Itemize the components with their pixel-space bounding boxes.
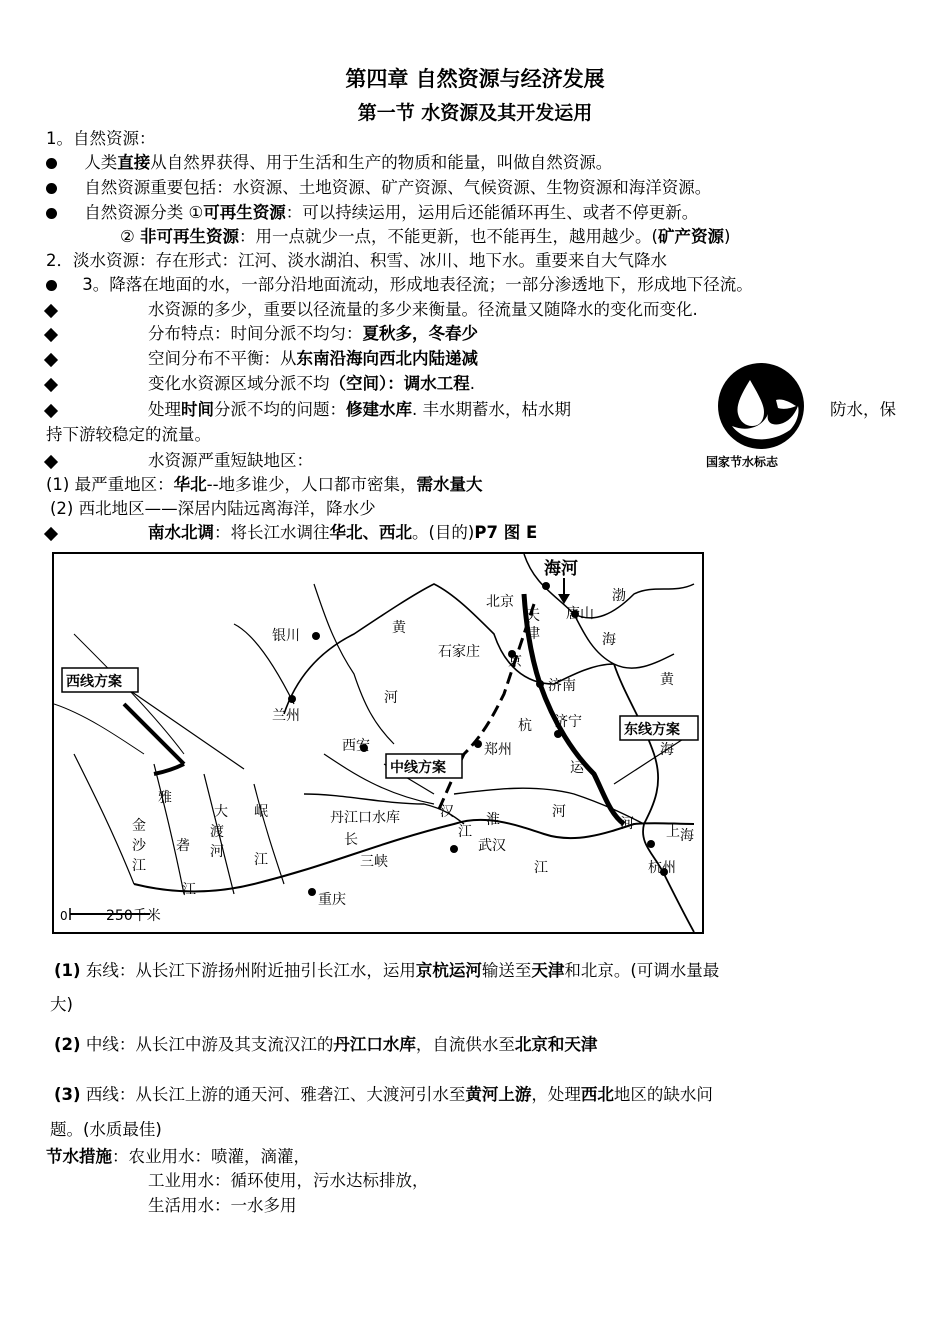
text-bold: 非可再生资源 bbox=[140, 227, 240, 246]
diamond-item-7 bbox=[46, 522, 538, 544]
map-label-long: 砻 bbox=[176, 838, 190, 854]
bullet-3-cont bbox=[120, 226, 730, 248]
text-bold: 可再生资源 bbox=[203, 203, 286, 222]
diamond-icon bbox=[44, 454, 58, 468]
text: 3。降落在地面的水，一部分沿地面流动，形成地表径流；一部分渗透地下，形成地下径流。 bbox=[82, 275, 753, 294]
water-saving-2: 工业用水：循环使用，污水达标排放， bbox=[148, 1171, 429, 1190]
map-label-he4: 河 bbox=[210, 844, 224, 860]
text: 自然资源重要包括：水资源、土地资源、矿产资源、气候资源、生物资源和海洋资源。 bbox=[84, 178, 712, 197]
text-bold: 需水量大 bbox=[416, 475, 483, 494]
map-label-yinchuan: 银川 bbox=[272, 628, 300, 644]
map-label-sha: 沙 bbox=[132, 838, 146, 854]
text: (1) 最严重地区： bbox=[46, 475, 174, 494]
text: 分派不均的问题： bbox=[214, 400, 346, 419]
map-label-beijing: 北京 bbox=[486, 594, 514, 610]
text-bold: 北京和天津 bbox=[514, 1035, 598, 1054]
map-label-han: 汉 bbox=[440, 804, 454, 820]
page-title: 第四章 自然资源与经济发展 bbox=[345, 67, 605, 91]
text: 水资源的多少，重要以径流量的多少来衡量。径流量又随降水的变化而变化. bbox=[148, 300, 698, 319]
bullet-4 bbox=[46, 274, 753, 296]
text-bold: 西北 bbox=[580, 1085, 614, 1104]
middle-route bbox=[54, 1034, 597, 1056]
text: --地多谁少，人口都市密集， bbox=[206, 475, 417, 494]
map-label-dongxian: 东线方案 bbox=[624, 722, 680, 738]
text-bold: 华北 bbox=[173, 475, 207, 494]
diamond-item-2 bbox=[46, 323, 478, 345]
diamond-icon bbox=[44, 352, 58, 366]
map-label-zhongxian: 中线方案 bbox=[390, 760, 446, 776]
text: 处理 bbox=[148, 400, 181, 419]
map-label-shanghai1: 上 bbox=[666, 824, 680, 840]
text: ：可以持续运用，运用后还能循环再生、或者不停更新。 bbox=[285, 203, 699, 222]
text: ，处理 bbox=[531, 1085, 581, 1104]
text-bold: （空间）：调水工程 bbox=[329, 374, 470, 393]
bullet-icon bbox=[46, 158, 57, 169]
diamond-item-4 bbox=[46, 373, 475, 395]
text: 空间分布不平衡：从 bbox=[148, 349, 297, 368]
map-label-jin2: 金 bbox=[132, 818, 146, 834]
map-label-zhengzhou: 郑州 bbox=[484, 742, 512, 758]
map-label-xixian: 西线方案 bbox=[66, 674, 122, 690]
bullet-3 bbox=[46, 202, 698, 224]
text-bold: 时间 bbox=[181, 400, 214, 419]
map-label-danjiangkou: 丹江口水库 bbox=[330, 810, 400, 826]
east-route-cont: 大) bbox=[50, 995, 73, 1014]
map-label-jining: 济宁 bbox=[554, 714, 582, 730]
map-label-tangshan: 唐山 bbox=[566, 606, 594, 622]
diamond-item-1 bbox=[46, 299, 698, 321]
map-label-du: 渡 bbox=[210, 824, 224, 840]
text: 水资源严重短缺地区： bbox=[148, 451, 313, 470]
diamond-icon bbox=[44, 303, 58, 317]
text: ② bbox=[120, 227, 141, 246]
diamond-item-5-cont: 持下游较稳定的流量。 bbox=[46, 425, 211, 444]
map-label-hai2: 海 bbox=[660, 742, 674, 758]
water-saving-3: 生活用水：一水多用 bbox=[148, 1196, 297, 1215]
diamond-item-6 bbox=[46, 450, 313, 472]
map-label-lanzhou: 兰州 bbox=[272, 708, 300, 724]
text-bold: 京杭运河 bbox=[415, 961, 482, 980]
text: 和北京。(可调水量最 bbox=[564, 961, 720, 980]
text: 西线：从长江上游的通天河、雅砻江、大渡河引水至 bbox=[80, 1085, 466, 1104]
map-scale-label: 250千米 bbox=[106, 908, 161, 924]
text: ，自流供水至 bbox=[415, 1035, 515, 1054]
map-label-hang: 杭 bbox=[518, 718, 532, 734]
bullet-icon bbox=[46, 208, 57, 219]
map-label-huai: 淮 bbox=[486, 812, 500, 828]
map-label-tian: 天 bbox=[526, 608, 540, 624]
text-bold: 华北、西北 bbox=[329, 523, 412, 542]
text: 分布特点：时间分派不均匀： bbox=[148, 324, 363, 343]
text: ：农业用水：喷灌，滴灌， bbox=[112, 1147, 310, 1166]
text: 地区的缺水问 bbox=[613, 1085, 713, 1104]
map-label-jiang2: 江 bbox=[254, 852, 268, 868]
map-label-shanghai2: 海 bbox=[680, 828, 694, 844]
text-bold: 黄河上游 bbox=[465, 1085, 532, 1104]
logo-caption: 国家节水标志 bbox=[706, 455, 779, 469]
text: . bbox=[469, 374, 475, 393]
text: 中线：从长江中游及其支流汉江的 bbox=[80, 1035, 334, 1054]
map-label-jiang4: 江 bbox=[534, 860, 548, 876]
map-label-jiang3: 江 bbox=[458, 824, 472, 840]
text-bold: 矿产资源 bbox=[657, 227, 724, 246]
text-bold: 东南沿海向西北内陆递减 bbox=[296, 349, 478, 368]
map-label-he3: 河 bbox=[552, 804, 566, 820]
text-bold: (1) bbox=[54, 961, 81, 980]
diamond-icon bbox=[44, 403, 58, 417]
map-label-bohai1: 渤 bbox=[612, 588, 626, 604]
map-label-jing: 京 bbox=[508, 654, 522, 670]
map-label-da: 大 bbox=[214, 804, 228, 820]
text-bold: (3) bbox=[54, 1085, 81, 1104]
text-bold: 节水措施 bbox=[46, 1147, 112, 1166]
bullet-2 bbox=[46, 177, 711, 199]
map-label-jinan: 济南 bbox=[548, 678, 576, 694]
west-route bbox=[54, 1084, 713, 1106]
east-route bbox=[54, 960, 719, 982]
map-label-wuhan: 武汉 bbox=[478, 838, 506, 854]
text-bold: (2) bbox=[54, 1035, 81, 1054]
map-label-shijiazhuang: 石家庄 bbox=[438, 644, 480, 660]
bullet-icon bbox=[46, 280, 57, 291]
text: 东线：从长江下游扬州附近抽引长江水，运用 bbox=[80, 961, 416, 980]
map-label-bohai2: 海 bbox=[602, 632, 616, 648]
south-north-water-transfer-map bbox=[52, 552, 704, 934]
map-label-hangzhou: 杭州 bbox=[648, 860, 676, 876]
text: ：用一点就少一点，不能更新，也不能再生，越用越少。( bbox=[239, 227, 658, 246]
map-label-huang2: 黄 bbox=[660, 672, 674, 688]
text: 人类 bbox=[84, 153, 118, 172]
region-2: (2) 西北地区——深居内陆远离海洋，降水少 bbox=[50, 499, 376, 518]
diamond-icon bbox=[44, 377, 58, 391]
diamond-item-3 bbox=[46, 348, 478, 370]
text: 输送至 bbox=[481, 961, 532, 980]
diamond-item-5-tail: 防水，保 bbox=[830, 400, 896, 419]
text-bold: 修建水库 bbox=[346, 400, 412, 419]
map-label-yun: 运 bbox=[570, 760, 584, 776]
map-label-jin: 津 bbox=[526, 626, 540, 642]
map-label-huang1: 黄 bbox=[392, 620, 406, 636]
text-bold: 夏秋多，冬春少 bbox=[362, 324, 478, 343]
map-label-jiang5: 江 bbox=[182, 882, 196, 898]
map-label-min: 岷 bbox=[254, 804, 268, 820]
text: ：将长江水调往 bbox=[214, 523, 330, 542]
diamond-icon bbox=[44, 327, 58, 341]
section-1-label: 1。自然资源： bbox=[46, 129, 156, 148]
region-1 bbox=[46, 474, 483, 496]
map-label-chang: 长 bbox=[344, 832, 358, 848]
water-saving-logo bbox=[706, 362, 820, 472]
text-bold: 丹江口水库 bbox=[333, 1035, 416, 1054]
map-label-chongqing: 重庆 bbox=[318, 892, 346, 908]
map-label-jiang1: 江 bbox=[132, 858, 146, 874]
map-label-xian: 西安 bbox=[342, 738, 370, 754]
text: 从自然界获得、用于生活和生产的物质和能量，叫做自然资源。 bbox=[150, 153, 613, 172]
text: 。(目的) bbox=[412, 523, 475, 542]
text: ) bbox=[723, 227, 731, 246]
map-label-sanxia: 三峡 bbox=[360, 854, 388, 870]
text-bold: 天津 bbox=[531, 961, 565, 980]
map-label-he1: 河 bbox=[384, 690, 398, 706]
map-label-haihe: 海河 bbox=[544, 559, 578, 579]
diamond-item-5 bbox=[46, 399, 571, 421]
bullet-1 bbox=[46, 152, 612, 174]
section-title: 第一节 水资源及其开发运用 bbox=[357, 102, 593, 124]
map-label-he5: 河 bbox=[620, 816, 634, 832]
map-label-ya: 雅 bbox=[158, 790, 172, 806]
bullet-icon bbox=[46, 183, 57, 194]
text-bold: 南水北调 bbox=[148, 523, 214, 542]
west-route-cont: 题。(水质最佳) bbox=[50, 1120, 162, 1139]
text-bold: 直接 bbox=[117, 153, 151, 172]
map-scale-zero: 0 bbox=[60, 909, 68, 923]
text: 自然资源分类 ① bbox=[84, 203, 204, 222]
text: 变化水资源区域分派不均 bbox=[148, 374, 330, 393]
text-bold: P7 图 E bbox=[474, 523, 538, 542]
section-2: 2．淡水资源：存在形式：江河、淡水湖泊、积雪、冰川、地下水。重要来自大气降水 bbox=[46, 251, 667, 270]
diamond-icon bbox=[44, 526, 58, 540]
text: . 丰水期蓄水，枯水期 bbox=[412, 400, 571, 419]
water-saving-1 bbox=[46, 1146, 310, 1168]
